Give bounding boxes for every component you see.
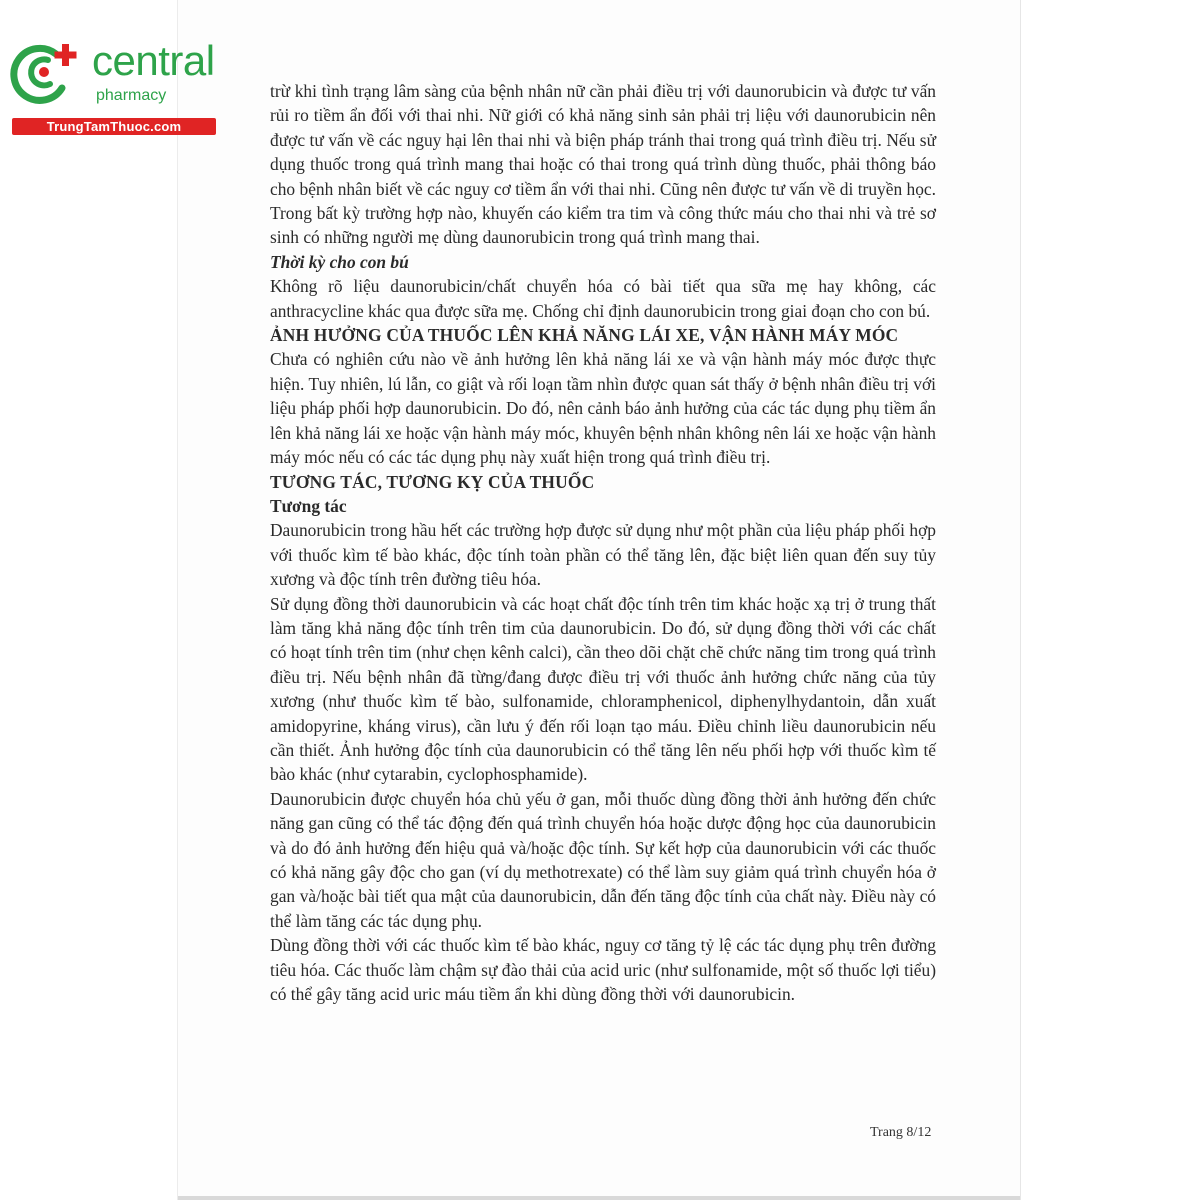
paragraph-breastfeeding: Không rõ liệu daunorubicin/chất chuyển hóa có bài tiết qua sữa mẹ hay không, các anthracycline khác qua được sữa mẹ. Chống chỉ định daunorubicin trong giai đoạn cho con bú. — [270, 276, 936, 321]
paragraph-interaction-4: Dùng đồng thời với các thuốc kìm tế bào khác, nguy cơ tăng tỷ lệ các tác dụng phụ trên đường tiêu hóa. Các thuốc làm chậm sự đào thải của acid uric (như sulfonamide, một số thuốc lợi tiểu) có thể gây tăng acid uric máu tiềm ẩn khi dùng đồng thời với daunorubicin. — [270, 935, 936, 1005]
paragraph-interaction-3: Daunorubicin được chuyển hóa chủ yếu ở gan, mỗi thuốc dùng đồng thời ảnh hưởng đến chức năng gan cũng có thể tác động đến quá trình chuyển hóa hoặc dược động học của daunorubicin và do đó ảnh hưởng đến hiệu quả và/hoặc độc tính. Sự kết hợp của daunorubicin với các thuốc có khả năng gây độc cho gan (ví dụ methotrexate) có thể làm suy giảm quá trình chuyển hóa ở gan và/hoặc bài tiết qua mật của daunorubicin, dẫn đến tăng độc tính của chất này. Điều này có thể làm tăng các tác dụng phụ. — [270, 788, 936, 931]
paragraph-interaction-1: Daunorubicin trong hầu hết các trường hợp được sử dụng như một phần của liệu pháp phối hợp với thuốc kìm tế bào khác, độc tính toàn phần có thể tăng lên, đặc biệt liên quan đến suy tủy xương và độc tính trên đường tiêu hóa. — [270, 520, 936, 590]
central-pharmacy-logo[interactable] — [8, 38, 218, 138]
logo-subtitle: pharmacy — [96, 87, 167, 104]
heading-interactions: TƯƠNG TÁC, TƯƠNG KỴ CỦA THUỐC — [270, 471, 595, 492]
page-number: Trang 8/12 — [870, 1125, 932, 1140]
logo-website: TrungTamThuoc.com — [12, 118, 216, 135]
paragraph-interaction-2: Sử dụng đồng thời daunorubicin và các hoạt chất độc tính trên tim khác hoặc xạ trị ở trung thất làm tăng khả năng độc tính trên tim của daunorubicin. Do đó, sử dụng đồng thời với các chất có hoạt tính trên tim (như chẹn kênh calci), cần theo dõi chặt chẽ chức năng tim trong quá trình điều trị. Nếu bệnh nhân đã từng/đang được điều trị với thuốc ảnh hưởng chức năng của tủy xương (như thuốc kìm tế bào, sulfonamide, chloramphenicol, diphenylhydantoin, dẫn xuất amidopyrine, kháng virus), cần lưu ý đến rối loạn tạo máu. Điều chỉnh liều daunorubicin nếu cần thiết. Ảnh hưởng độc tính của daunorubicin có thể tăng lên nếu phối hợp với thuốc kìm tế bào khác (như cytarabin, cyclophosphamide). — [270, 593, 936, 785]
document-body — [270, 79, 936, 1006]
paragraph-driving: Chưa có nghiên cứu nào về ảnh hưởng lên khả năng lái xe và vận hành máy móc được thực hiện. Tuy nhiên, lú lẫn, co giật và rối loạn tầm nhìn được quan sát thấy ở bệnh nhân điều trị với liệu pháp phối hợp daunorubicin. Do đó, nên cảnh báo ảnh hưởng của các tác dụng phụ tiềm ẩn lên khả năng lái xe hoặc vận hành máy móc, khuyên bệnh nhân không nên lái xe hoặc vận hành máy móc nếu có các tác dụng phụ này xuất hiện trong quá trình điều trị. — [270, 349, 936, 468]
pharmacy-cross-logo-icon — [10, 40, 86, 108]
heading-breastfeeding: Thời kỳ cho con bú — [270, 251, 409, 272]
paragraph-pregnancy: trừ khi tình trạng lâm sàng của bệnh nhân nữ cần phải điều trị với daunorubicin và được tư vấn rủi ro tiềm ẩn đối với thai nhi. Nữ giới có khả năng sinh sản phải trị liệu với daunorubicin nên được tư vấn về các nguy hại lên thai nhi và biện pháp tránh thai trong quá trình điều trị. Nếu sử dụng thuốc trong quá trình mang thai hoặc có thai trong quá trình dùng thuốc, phải thông báo cho bệnh nhân biết về các nguy cơ tiềm ẩn với thai nhi. Cũng nên được tư vấn về di truyền học. Trong bất kỳ trường hợp nào, khuyến cáo kiểm tra tim và công thức máu cho thai nhi và trẻ sơ sinh có những người mẹ dùng daunorubicin trong quá trình mang thai. — [270, 81, 936, 248]
heading-driving: ẢNH HƯỞNG CỦA THUỐC LÊN KHẢ NĂNG LÁI XE, VẬN HÀNH MÁY MÓC — [270, 325, 899, 346]
page-edge — [178, 1196, 1020, 1200]
heading-interaction-sub: Tương tác — [270, 495, 347, 516]
logo-brand-name: central — [92, 37, 215, 84]
